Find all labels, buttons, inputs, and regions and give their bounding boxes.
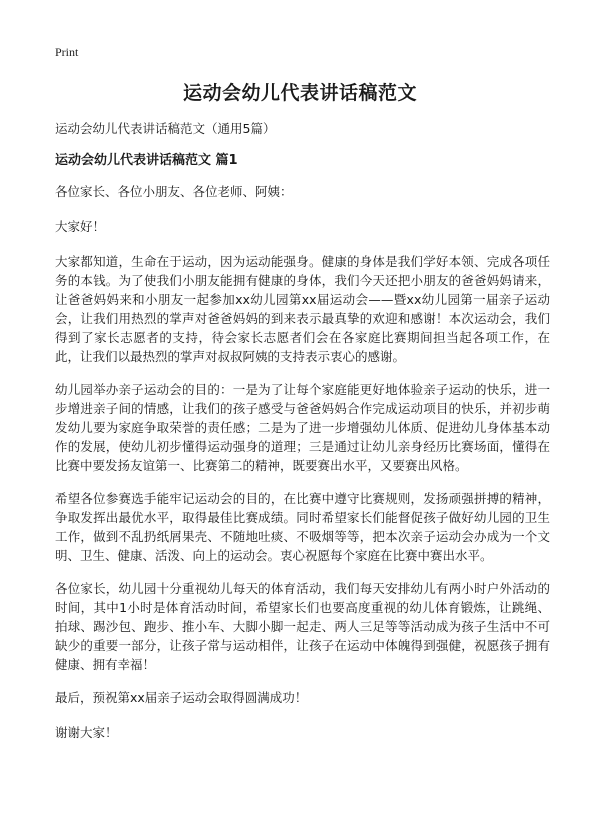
body-paragraph-4: 各位家长，幼儿园十分重视幼儿每天的体育活动，我们每天安排幼儿有两小时户外活动的时间，其中1小时是体育活动时间，希望家长们也要高度重视的幼儿体育锻炼，让跳绳、拍球、踢沙包、跑步、推小车、大脚小脚一起走、两人三足等等活动成为孩子生活中不可缺少的重要一部分，让孩子常与运动相伴，让孩子在运动中体魄得到强健，祝愿孩子拥有健康、拥有幸福！ — [55, 581, 550, 672]
article-body — [55, 120, 550, 758]
salutation-paragraph: 大家好！ — [55, 219, 106, 234]
body-paragraph-3: 希望各位参赛选手能牢记运动会的目的，在比赛中遵守比赛规则，发扬顽强拼搏的精神，争取发挥出最优水平，取得最佳比赛成绩。同时希望家长们能督促孩子做好幼儿园的卫生工作，做到不乱扔纸屑果壳、不随地吐痰、不吸烟等等，把本次亲子运动会办成为一个文明、卫生、健康、活泼、向上的运动会。衷心祝愿每个家庭在比赛中赛出水平。 — [55, 491, 550, 563]
thanks-paragraph: 谢谢大家！ — [55, 725, 118, 740]
page-title: 运动会幼儿代表讲话稿范文 — [182, 82, 417, 104]
body-paragraph-2: 幼儿园举办亲子运动会的目的：一是为了让每个家庭能更好地体验亲子运动的快乐，进一步增进亲子间的情感，让我们的孩子感受与爸爸妈妈合作完成运动项目的快乐，并初步萌发幼儿要为家庭争取荣誉的责任感；二是为了进一步增强幼儿体质、促进幼儿身体基本动作的发展，使幼儿初步懂得运动强身的道理；三是通过让幼儿亲身经历比赛场面，懂得在比赛中要发扬友谊第一、比赛第二的精神，既要赛出水平，又要赛出风格。 — [55, 382, 550, 473]
greeting-paragraph: 各位家长、各位小朋友、各位老师、阿姨： — [55, 184, 293, 199]
section-heading: 运动会幼儿代表讲话稿范文 篇1 — [55, 153, 238, 168]
article-subtitle: 运动会幼儿代表讲话稿范文（通用5篇） — [55, 121, 276, 136]
closing-paragraph: 最后，预祝第xx届亲子运动会取得圆满成功！ — [55, 690, 308, 705]
body-paragraph-1: 大家都知道，生命在于运动，因为运动能强身。健康的身体是我们学好本领、完成各项任务的本钱。为了使我们小朋友能拥有健康的身体，我们今天还把小朋友的爸爸妈妈请来，让爸爸妈妈来和小朋友一起参加xx幼儿园第xx届运动会——暨xx幼儿园第一届亲子运动会，让我们用热烈的掌声对爸爸妈妈的到来表示最真挚的欢迎和感谢！本次运动会，我们得到了家长志愿者的支持，待会家长志愿者们会在各家庭比赛期间担当起各项工作，在此，让我们以最热烈的掌声对叔叔阿姨的支持表示衷心的感谢。 — [55, 254, 550, 364]
print-link[interactable]: Print — [55, 45, 79, 59]
